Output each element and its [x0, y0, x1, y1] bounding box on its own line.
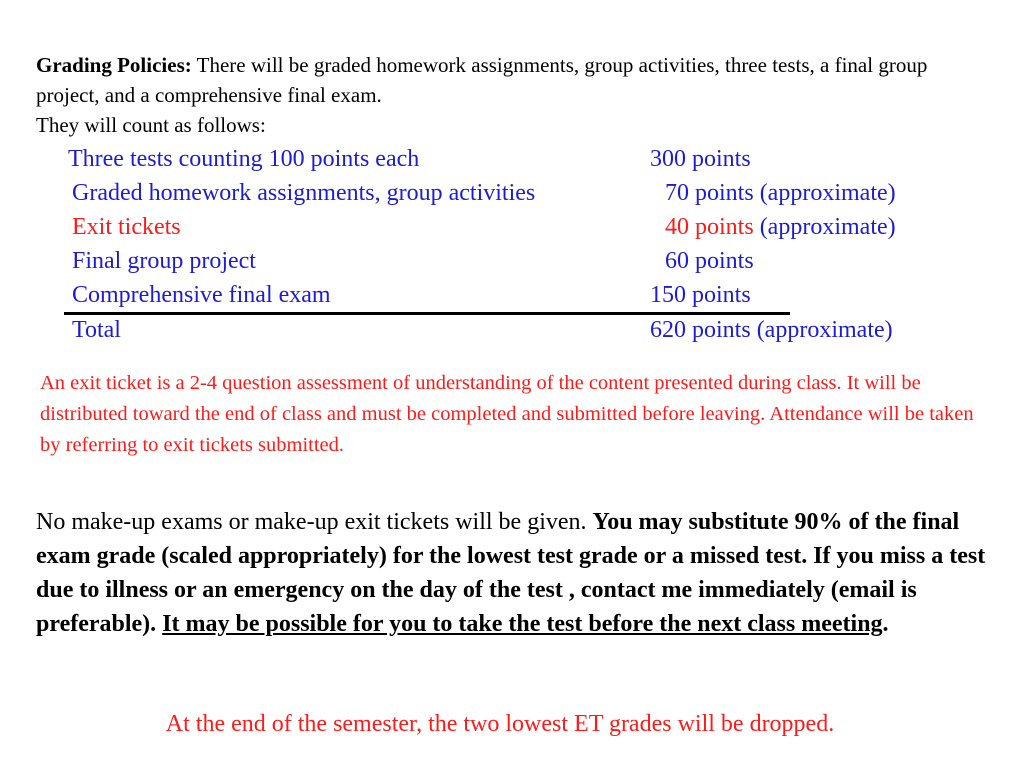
table-points-final-exam: 150 points: [650, 282, 751, 308]
table-row-homework: [72, 176, 535, 210]
footer-note: At the end of the semester, the two lowest ET grades will be dropped.: [165, 711, 835, 737]
table-row-final-exam: [72, 278, 331, 312]
exit-ticket-note: An exit ticket is a 2-4 question assessment of understanding of the content presented during class. It will be distributed toward the end of class and must be completed and submitted before leaving. Attendance will be taken by referring to exit tickets submitted.: [40, 372, 974, 456]
policy-underlined: It may be possible for you to take the test before the next class meeting: [162, 611, 883, 637]
table-item: Total: [72, 317, 121, 343]
table-item: Comprehensive final exam: [72, 282, 331, 308]
table-item: Final group project: [72, 248, 256, 274]
policy-bold: You may substitute 90% of the final exam grade (scaled appropriately) for the lowest test grade or a missed test. If you miss a test due to illness or an emergency on the day of the test , contact me immediately (email is preferable). It may be possible for you to take the test before the next class meeting.: [36, 509, 986, 637]
grading-intro: [36, 50, 996, 140]
table-row-exit-tickets: [72, 210, 181, 244]
table-points-tests: 300 points: [650, 146, 751, 172]
table-row-project: [72, 244, 256, 278]
table-points-homework: 70 points (approximate): [665, 180, 896, 206]
table-item: Exit tickets: [72, 214, 181, 240]
table-points-project: 60 points: [665, 248, 754, 274]
makeup-policy: [36, 505, 996, 641]
table-item: Three tests counting 100 points each: [68, 146, 420, 172]
policy-plain: No make-up exams or make-up exit tickets will be given.: [36, 509, 593, 535]
grading-intro-text: There will be graded homework assignments, group activities, three tests, a final group project, and a comprehensive final exam.: [36, 53, 928, 107]
table-row-total: [72, 313, 121, 347]
table-row-tests: [68, 142, 419, 176]
count-as-follows: They will count as follows:: [36, 113, 266, 137]
table-points-exit-tickets: 40 points (approximate): [665, 214, 896, 240]
table-item: Graded homework assignments, group activities: [72, 180, 536, 206]
table-points-total: 620 points (approximate): [650, 317, 893, 343]
grading-policies-heading: Grading Policies:: [36, 53, 192, 77]
